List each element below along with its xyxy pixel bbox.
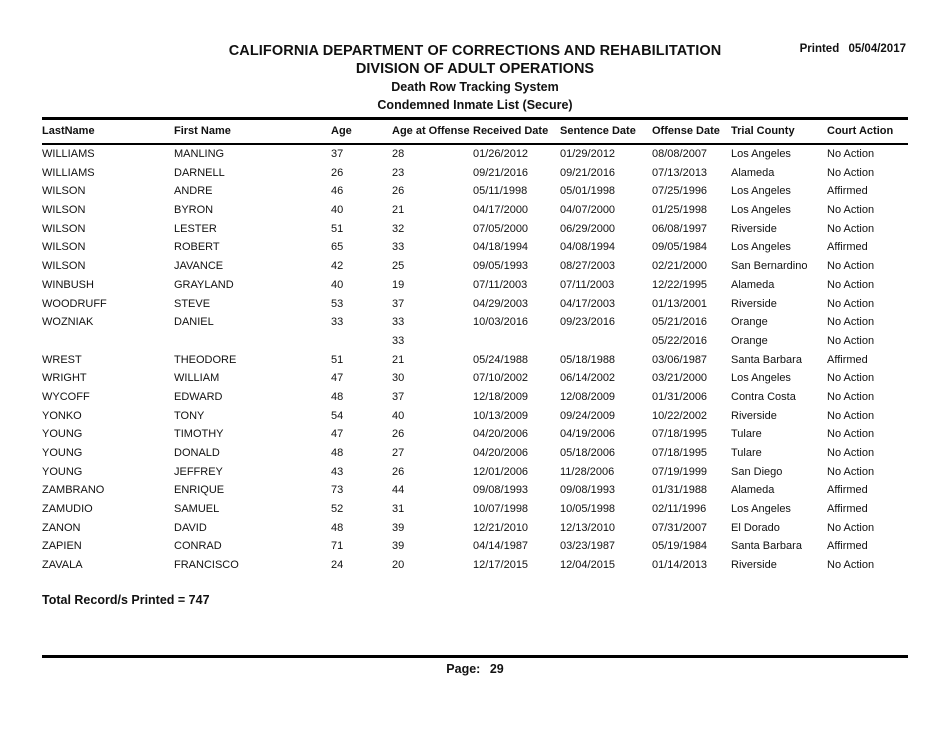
cell-age: 71 xyxy=(331,540,344,553)
cell-offense-date: 07/18/1995 xyxy=(652,447,708,459)
cell-age-at-offense: 26 xyxy=(392,465,405,478)
cell-age-at-offense: 19 xyxy=(392,278,405,291)
table-row xyxy=(42,483,908,502)
cell-age-at-offense: 39 xyxy=(392,521,405,534)
cell-trial-county: Contra Costa xyxy=(731,390,796,403)
cell-court-action: No Action xyxy=(827,428,875,441)
cell-trial-county: San Bernardino xyxy=(731,260,808,273)
column-header-lastname: LastName xyxy=(42,125,95,137)
table-row xyxy=(42,539,908,558)
cell-trial-county: Los Angeles xyxy=(731,185,791,198)
cell-sentence-date: 09/23/2016 xyxy=(560,316,616,329)
cell-sentence-date: 09/08/1993 xyxy=(560,484,616,497)
cell-sentence-date: 04/17/2003 xyxy=(560,297,616,310)
table-row xyxy=(42,184,908,203)
cell-court-action: No Action xyxy=(827,559,875,572)
cell-received-date: 12/21/2010 xyxy=(473,521,529,534)
cell-trial-county: Los Angeles xyxy=(731,241,791,254)
table-row xyxy=(42,353,908,372)
cell-offense-date: 06/08/1997 xyxy=(652,222,708,235)
cell-offense-date: 02/21/2000 xyxy=(652,260,708,273)
cell-first-name: ENRIQUE xyxy=(174,484,225,497)
table-row xyxy=(42,390,908,409)
cell-lastname: YOUNG xyxy=(42,465,83,478)
cell-court-action: No Action xyxy=(827,260,875,273)
cell-sentence-date: 09/21/2016 xyxy=(560,166,616,179)
cell-lastname: WILSON xyxy=(42,241,86,254)
table-row xyxy=(42,502,908,521)
cell-first-name: EDWARD xyxy=(174,390,223,403)
cell-age: 47 xyxy=(331,372,344,385)
column-header-sentence-date: Sentence Date xyxy=(560,125,636,137)
column-header-age-at-offense: Age at Offense xyxy=(392,125,470,137)
page-number-value: 29 xyxy=(489,662,504,676)
cell-offense-date: 09/05/1984 xyxy=(652,241,708,254)
cell-age: 40 xyxy=(331,204,344,217)
cell-court-action: No Action xyxy=(827,316,875,329)
cell-offense-date: 01/25/1998 xyxy=(652,204,708,217)
cell-first-name: WILLIAM xyxy=(174,372,220,385)
cell-sentence-date: 12/04/2015 xyxy=(560,559,616,572)
cell-age-at-offense: 21 xyxy=(392,204,405,217)
cell-first-name: DAVID xyxy=(174,521,207,534)
cell-offense-date: 05/19/1984 xyxy=(652,540,708,553)
cell-court-action: Affirmed xyxy=(827,241,868,254)
cell-age: 51 xyxy=(331,353,344,366)
cell-offense-date: 05/22/2016 xyxy=(652,334,708,347)
cell-offense-date: 01/31/2006 xyxy=(652,390,708,403)
cell-lastname: YOUNG xyxy=(42,447,83,459)
cell-lastname: WOODRUFF xyxy=(42,297,107,310)
cell-received-date: 07/11/2003 xyxy=(473,278,528,291)
column-header-trial-county: Trial County xyxy=(731,125,795,137)
cell-first-name: BYRON xyxy=(174,204,214,217)
cell-age: 42 xyxy=(331,260,344,273)
cell-trial-county: Orange xyxy=(731,316,768,329)
cell-sentence-date: 08/27/2003 xyxy=(560,260,616,273)
cell-age: 47 xyxy=(331,428,344,441)
cell-age-at-offense: 31 xyxy=(392,503,405,516)
cell-trial-county: Santa Barbara xyxy=(731,353,802,366)
cell-age: 51 xyxy=(331,222,344,235)
cell-trial-county: Los Angeles xyxy=(731,148,791,160)
table-row xyxy=(42,427,908,446)
cell-age: 53 xyxy=(331,297,344,310)
cell-first-name: JEFFREY xyxy=(174,465,223,478)
cell-age-at-offense: 33 xyxy=(392,241,405,254)
cell-court-action: No Action xyxy=(827,297,875,310)
cell-trial-county: Riverside xyxy=(731,409,777,422)
cell-first-name: DANIEL xyxy=(174,316,214,329)
inmate-table-body xyxy=(42,147,908,577)
cell-court-action: No Action xyxy=(827,521,875,534)
cell-first-name: GRAYLAND xyxy=(174,278,234,291)
cell-court-action: No Action xyxy=(827,278,875,291)
cell-lastname: YOUNG xyxy=(42,428,83,441)
cell-offense-date: 05/21/2016 xyxy=(652,316,708,329)
cell-first-name: ROBERT xyxy=(174,241,220,254)
cell-received-date: 05/24/1988 xyxy=(473,353,529,366)
report-header xyxy=(0,0,950,120)
cell-court-action: No Action xyxy=(827,465,875,478)
printed-date-stamp xyxy=(800,43,906,55)
cell-lastname: WREST xyxy=(42,353,82,366)
cell-age-at-offense: 30 xyxy=(392,372,405,385)
cell-sentence-date: 04/08/1994 xyxy=(560,241,616,254)
cell-received-date: 12/18/2009 xyxy=(473,390,529,403)
cell-first-name: SAMUEL xyxy=(174,503,220,516)
cell-age-at-offense: 32 xyxy=(392,222,405,235)
cell-offense-date: 02/11/1996 xyxy=(652,503,707,516)
cell-court-action: Affirmed xyxy=(827,484,868,497)
system-name: Death Row Tracking System xyxy=(391,80,559,94)
cell-received-date: 10/03/2016 xyxy=(473,316,529,329)
cell-offense-date: 07/25/1996 xyxy=(652,185,708,198)
cell-lastname: ZAMUDIO xyxy=(42,503,93,516)
cell-lastname: WILSON xyxy=(42,185,86,198)
table-row xyxy=(42,278,908,297)
cell-lastname: YONKO xyxy=(42,409,82,422)
cell-trial-county: Santa Barbara xyxy=(731,540,802,553)
cell-trial-county: Tulare xyxy=(731,428,762,441)
cell-received-date: 04/20/2006 xyxy=(473,428,529,441)
cell-lastname: WILLIAMS xyxy=(42,148,95,160)
cell-sentence-date: 04/19/2006 xyxy=(560,428,616,441)
cell-offense-date: 01/31/1988 xyxy=(652,484,708,497)
report-title-line1: CALIFORNIA DEPARTMENT OF CORRECTIONS AND REHABILITATION xyxy=(228,43,722,59)
cell-lastname: WYCOFF xyxy=(42,390,90,403)
cell-trial-county: Los Angeles xyxy=(731,503,791,516)
cell-court-action: No Action xyxy=(827,409,875,422)
cell-trial-county: Alameda xyxy=(731,484,775,497)
cell-court-action: No Action xyxy=(827,334,875,347)
cell-received-date: 04/29/2003 xyxy=(473,297,529,310)
table-row xyxy=(42,334,908,353)
cell-trial-county: Riverside xyxy=(731,297,777,310)
cell-age-at-offense: 39 xyxy=(392,540,405,553)
cell-age-at-offense: 33 xyxy=(392,316,405,329)
cell-age: 54 xyxy=(331,409,344,422)
cell-lastname: WINBUSH xyxy=(42,278,94,291)
cell-sentence-date: 01/29/2012 xyxy=(560,148,616,160)
cell-offense-date: 07/13/2013 xyxy=(652,166,708,179)
cell-first-name: LESTER xyxy=(174,222,217,235)
cell-age: 73 xyxy=(331,484,344,497)
cell-lastname: ZAMBRANO xyxy=(42,484,105,497)
cell-sentence-date: 03/23/1987 xyxy=(560,540,616,553)
cell-age: 52 xyxy=(331,503,344,516)
cell-age: 48 xyxy=(331,447,344,459)
cell-trial-county: Los Angeles xyxy=(731,372,791,385)
cell-sentence-date: 11/28/2006 xyxy=(560,465,615,478)
cell-court-action: No Action xyxy=(827,204,875,217)
page-label: Page: xyxy=(446,662,481,676)
cell-lastname: ZAPIEN xyxy=(42,540,82,553)
cell-age-at-offense: 26 xyxy=(392,428,405,441)
cell-first-name: FRANCISCO xyxy=(174,559,239,572)
cell-received-date: 10/13/2009 xyxy=(473,409,529,422)
cell-court-action: Affirmed xyxy=(827,185,868,198)
column-header-received-date: Received Date xyxy=(473,125,549,137)
cell-lastname: WRIGHT xyxy=(42,372,87,385)
cell-lastname: WILSON xyxy=(42,260,86,273)
cell-offense-date: 03/06/1987 xyxy=(652,353,708,366)
cell-trial-county: Los Angeles xyxy=(731,204,791,217)
table-row xyxy=(42,521,908,540)
cell-lastname: WOZNIAK xyxy=(42,316,94,329)
cell-sentence-date: 12/13/2010 xyxy=(560,521,616,534)
cell-court-action: No Action xyxy=(827,148,875,160)
cell-age: 48 xyxy=(331,521,344,534)
cell-sentence-date: 05/18/1988 xyxy=(560,353,616,366)
cell-received-date: 04/14/1987 xyxy=(473,540,529,553)
cell-received-date: 09/08/1993 xyxy=(473,484,529,497)
cell-sentence-date: 05/18/2006 xyxy=(560,447,616,459)
table-row xyxy=(42,259,908,278)
cell-offense-date: 08/08/2007 xyxy=(652,148,708,160)
cell-first-name: DARNELL xyxy=(174,166,225,179)
table-row xyxy=(42,147,908,166)
cell-lastname: WILLIAMS xyxy=(42,166,95,179)
cell-sentence-date: 12/08/2009 xyxy=(560,390,616,403)
cell-offense-date: 10/22/2002 xyxy=(652,409,708,422)
cell-received-date: 04/18/1994 xyxy=(473,241,529,254)
cell-first-name: DONALD xyxy=(174,447,220,459)
cell-age: 26 xyxy=(331,166,344,179)
cell-first-name: TIMOTHY xyxy=(174,428,224,441)
table-row xyxy=(42,446,908,465)
cell-sentence-date: 09/24/2009 xyxy=(560,409,616,422)
cell-received-date: 01/26/2012 xyxy=(473,148,529,160)
cell-first-name: CONRAD xyxy=(174,540,222,553)
column-header-age: Age xyxy=(331,125,352,137)
cell-sentence-date: 05/01/1998 xyxy=(560,185,616,198)
cell-lastname: ZANON xyxy=(42,521,81,534)
cell-received-date: 12/01/2006 xyxy=(473,465,529,478)
cell-court-action: No Action xyxy=(827,222,875,235)
cell-received-date: 07/05/2000 xyxy=(473,222,529,235)
cell-age-at-offense: 27 xyxy=(392,447,405,459)
cell-court-action: Affirmed xyxy=(827,353,868,366)
table-row xyxy=(42,465,908,484)
cell-age-at-offense: 28 xyxy=(392,148,405,160)
cell-offense-date: 07/31/2007 xyxy=(652,521,708,534)
cell-trial-county: El Dorado xyxy=(731,521,780,534)
cell-court-action: Affirmed xyxy=(827,503,868,516)
cell-received-date: 12/17/2015 xyxy=(473,559,529,572)
table-row xyxy=(42,371,908,390)
cell-lastname: ZAVALA xyxy=(42,559,83,572)
header-rule xyxy=(42,117,908,120)
table-row xyxy=(42,203,908,222)
table-row xyxy=(42,409,908,428)
cell-received-date: 09/05/1993 xyxy=(473,260,529,273)
cell-age: 37 xyxy=(331,148,344,160)
cell-offense-date: 07/18/1995 xyxy=(652,428,708,441)
footer-rule xyxy=(42,655,908,658)
column-header-offense-date: Offense Date xyxy=(652,125,720,137)
cell-trial-county: Tulare xyxy=(731,447,762,459)
cell-trial-county: Alameda xyxy=(731,278,775,291)
cell-first-name: ANDRE xyxy=(174,185,213,198)
cell-received-date: 04/20/2006 xyxy=(473,447,529,459)
cell-lastname: WILSON xyxy=(42,222,86,235)
cell-offense-date: 03/21/2000 xyxy=(652,372,708,385)
cell-received-date: 07/10/2002 xyxy=(473,372,529,385)
cell-first-name: MANLING xyxy=(174,148,225,160)
cell-age-at-offense: 37 xyxy=(392,390,405,403)
cell-court-action: No Action xyxy=(827,390,875,403)
cell-first-name: STEVE xyxy=(174,297,211,310)
cell-court-action: Affirmed xyxy=(827,540,868,553)
table-row xyxy=(42,240,908,259)
total-records: Total Record/s Printed = 747 xyxy=(42,593,210,607)
cell-court-action: No Action xyxy=(827,447,875,459)
cell-age-at-offense: 33 xyxy=(392,334,405,347)
table-row xyxy=(42,222,908,241)
column-header-first-name: First Name xyxy=(174,125,231,137)
cell-offense-date: 12/22/1995 xyxy=(652,278,708,291)
table-row xyxy=(42,297,908,316)
cell-age-at-offense: 40 xyxy=(392,409,405,422)
cell-age: 65 xyxy=(331,241,344,254)
cell-offense-date: 01/13/2001 xyxy=(652,297,708,310)
cell-sentence-date: 10/05/1998 xyxy=(560,503,616,516)
cell-age-at-offense: 44 xyxy=(392,484,405,497)
cell-age: 46 xyxy=(331,185,344,198)
cell-court-action: No Action xyxy=(827,166,875,179)
cell-trial-county: San Diego xyxy=(731,465,783,478)
cell-sentence-date: 06/29/2000 xyxy=(560,222,616,235)
cell-age: 43 xyxy=(331,465,344,478)
cell-age-at-offense: 25 xyxy=(392,260,405,273)
table-row xyxy=(42,166,908,185)
printed-label: Printed xyxy=(799,43,840,55)
cell-offense-date: 07/19/1999 xyxy=(652,465,708,478)
cell-sentence-date: 07/11/2003 xyxy=(560,278,615,291)
cell-trial-county: Riverside xyxy=(731,559,777,572)
cell-received-date: 10/07/1998 xyxy=(473,503,529,516)
printed-date: 05/04/2017 xyxy=(848,43,906,55)
cell-sentence-date: 04/07/2000 xyxy=(560,204,616,217)
cell-age-at-offense: 23 xyxy=(392,166,405,179)
cell-court-action: No Action xyxy=(827,372,875,385)
cell-offense-date: 01/14/2013 xyxy=(652,559,708,572)
cell-received-date: 09/21/2016 xyxy=(473,166,529,179)
table-row xyxy=(42,315,908,334)
report-title-line2: DIVISION OF ADULT OPERATIONS xyxy=(355,61,595,77)
cell-age: 24 xyxy=(331,559,344,572)
cell-lastname: WILSON xyxy=(42,204,86,217)
cell-sentence-date: 06/14/2002 xyxy=(560,372,616,385)
cell-first-name: JAVANCE xyxy=(174,260,224,273)
cell-age: 33 xyxy=(331,316,344,329)
cell-age: 48 xyxy=(331,390,344,403)
cell-trial-county: Orange xyxy=(731,334,768,347)
cell-age-at-offense: 21 xyxy=(392,353,405,366)
table-header xyxy=(42,121,908,145)
cell-received-date: 05/11/1998 xyxy=(473,185,528,198)
cell-age: 40 xyxy=(331,278,344,291)
cell-first-name: THEODORE xyxy=(174,353,237,366)
column-header-court-action: Court Action xyxy=(827,125,894,137)
page-number xyxy=(0,662,950,676)
cell-first-name: TONY xyxy=(174,409,205,422)
table-row xyxy=(42,558,908,577)
cell-age-at-offense: 26 xyxy=(392,185,405,198)
cell-age-at-offense: 37 xyxy=(392,297,405,310)
cell-age-at-offense: 20 xyxy=(392,559,405,572)
cell-trial-county: Alameda xyxy=(731,166,775,179)
cell-received-date: 04/17/2000 xyxy=(473,204,529,217)
cell-trial-county: Riverside xyxy=(731,222,777,235)
report-name: Condemned Inmate List (Secure) xyxy=(377,98,573,112)
